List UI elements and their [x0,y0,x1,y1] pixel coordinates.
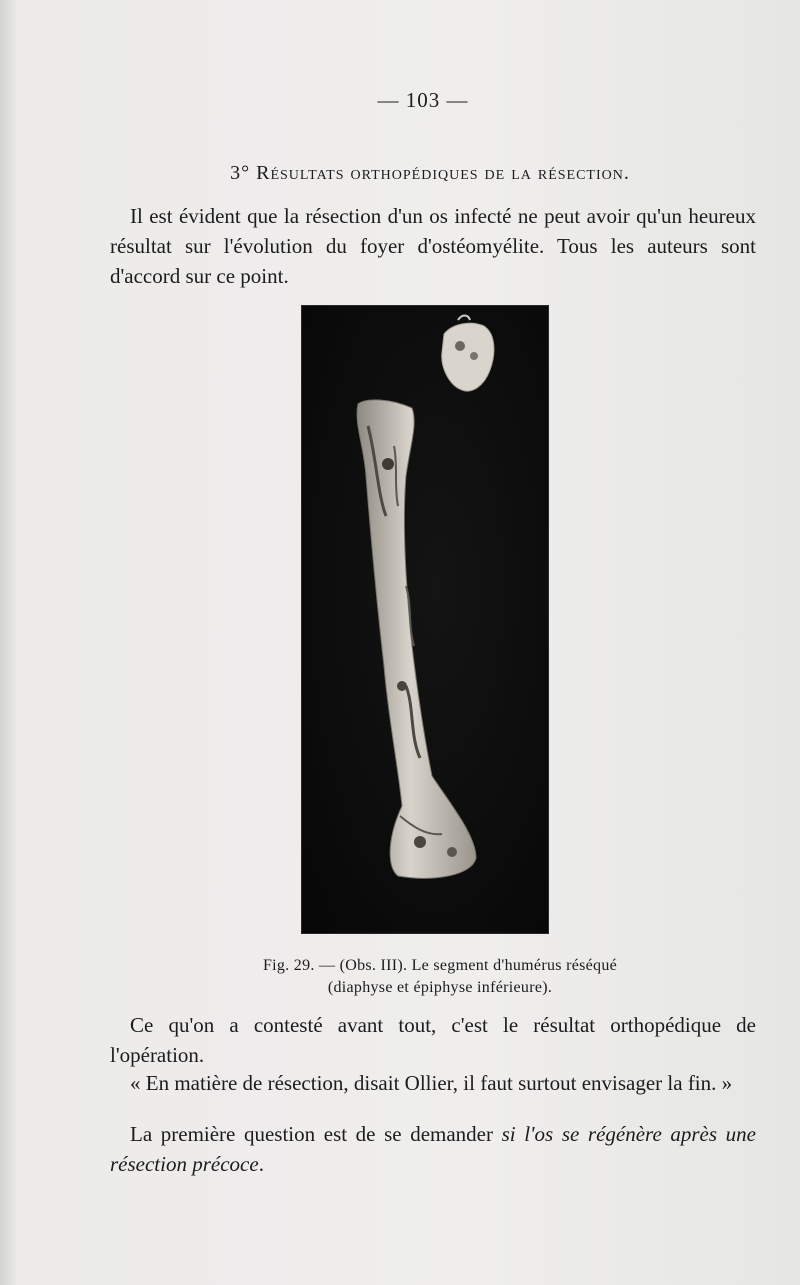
figure-caption [240,955,640,999]
figure-caption-line-1: Fig. 29. — (Obs. III). Le segment d'humérus réséqué [262,957,618,974]
paragraph-intro [110,201,756,291]
figure-caption-line-2: (diaphyse et épiphyse inférieure). [327,979,553,996]
page-number: — 103 — [377,88,469,112]
paragraph-question-text [110,1119,756,1179]
paragraph-intro-text: Il est évident que la résection d'un os infecté ne peut avoir qu'un heureux résultat sur l'évolution du foyer d'ostéomyélite. Tous les auteurs sont d'accord sur ce point. [110,204,756,288]
section-heading-text: ésultats orthopédiques de la résection. [270,162,630,184]
section-heading [110,162,750,185]
paragraph-question-end: . [258,1152,264,1176]
paragraph-quote-text: « En matière de résection, disait Ollier, il faut surtout envisager la fin. » [130,1071,733,1095]
paragraph-contest [110,1010,756,1070]
paragraph-question-italic: si l'os se régénère après une résection précoce [110,1122,756,1176]
bone-photograph-image [302,306,548,933]
figure-photograph [301,305,549,934]
paragraph-question-start: La première question est de se demander [130,1122,502,1146]
section-heading-prefix: 3° R [230,162,271,184]
paragraph-question [110,1119,756,1179]
paragraph-contest-text: Ce qu'on a contesté avant tout, c'est le résultat orthopédique de l'opération. [110,1013,756,1067]
paragraph-quote [110,1068,756,1098]
